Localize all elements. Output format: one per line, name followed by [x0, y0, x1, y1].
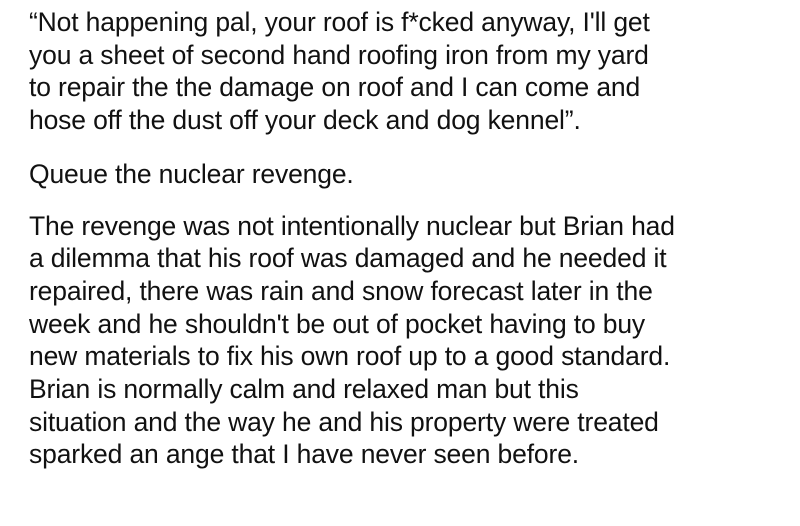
text-line: The revenge was not intentionally nuclear but Brian had	[29, 210, 675, 241]
text-line: hose off the dust off your deck and dog kennel”.	[29, 105, 581, 136]
text-line: Queue the nuclear revenge.	[29, 158, 354, 189]
document-body	[29, 6, 789, 471]
text-line: sparked an ange that I have never seen before.	[29, 439, 579, 470]
paragraph-revenge	[29, 210, 789, 472]
paragraph-spacer	[29, 137, 789, 158]
text-line: to repair the the damage on roof and I can come and	[29, 72, 641, 103]
text-line: a dilemma that his roof was damaged and he needed it	[29, 243, 667, 274]
text-line: situation and the way he and his property were treated	[29, 406, 659, 437]
text-line: week and he shouldn't be out of pocket having to buy	[29, 308, 646, 339]
paragraph-quote	[29, 6, 789, 137]
text-line: new materials to fix his own roof up to a good standard.	[29, 341, 671, 372]
text-line: you a sheet of second hand roofing iron from my yard	[29, 39, 649, 70]
text-line: “Not happening pal, your roof is f*cked anyway, I'll get	[29, 7, 650, 37]
paragraph-spacer	[29, 191, 789, 210]
text-line: Brian is normally calm and relaxed man but this	[29, 374, 579, 405]
paragraph-queue	[29, 158, 789, 191]
text-line: repaired, there was rain and snow forecast later in the	[29, 275, 653, 306]
